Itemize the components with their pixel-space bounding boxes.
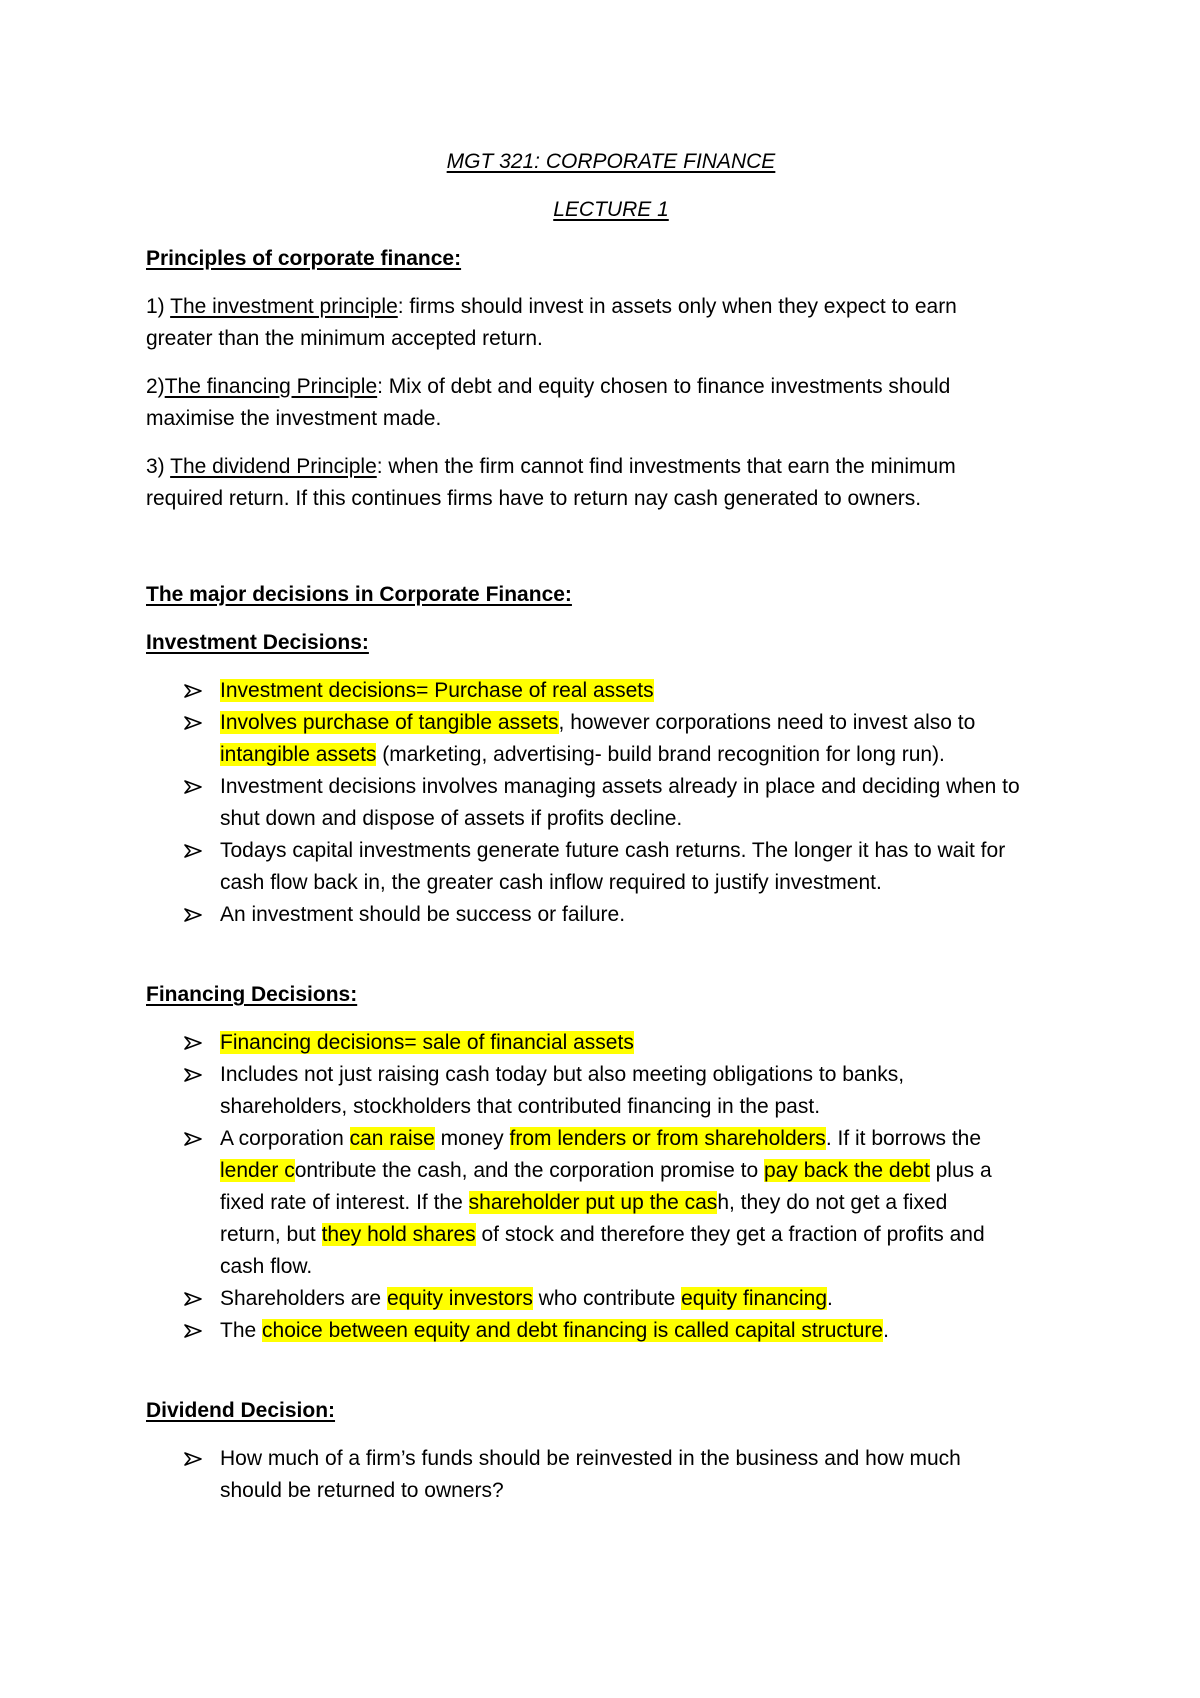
principle-1: 1) The investment principle: firms should invest in assets only when they expect to earn (146, 295, 957, 318)
investment-bullet-4: Todays capital investments generate future cash returns. The longer it has to wait for (220, 839, 1006, 862)
arrow-bullet-icon (184, 1315, 204, 1347)
financing-bullet-3-cont-2: fixed rate of interest. If the shareholder put up the cash, they do not get a fixed (220, 1191, 948, 1214)
investment-bullet-1: Investment decisions= Purchase of real assets (220, 679, 654, 702)
principle-2-term: The financing Principle (164, 375, 378, 398)
financing-bullet-5: The choice between equity and debt financing is called capital structure. (220, 1319, 889, 1342)
investment-bullet-3-cont: shut down and dispose of assets if profits decline. (220, 807, 683, 830)
document-subtitle: LECTURE 1 (553, 198, 669, 221)
principles-heading: Principles of corporate finance: (146, 247, 462, 270)
arrow-bullet-icon (184, 1283, 204, 1315)
arrow-bullet-icon (184, 1059, 204, 1091)
arrow-bullet-icon (184, 1027, 204, 1059)
arrow-bullet-icon (184, 675, 204, 707)
financing-decisions-heading: Financing Decisions: (146, 983, 358, 1006)
document-title: MGT 321: CORPORATE FINANCE (446, 150, 776, 173)
principle-3-cont: required return. If this continues firms have to return nay cash generated to owners. (146, 487, 922, 510)
major-decisions-heading: The major decisions in Corporate Finance: (146, 583, 572, 606)
dividend-bullet-1-cont: should be returned to owners? (220, 1479, 504, 1502)
arrow-bullet-icon (184, 1443, 204, 1475)
arrow-bullet-icon (184, 899, 204, 931)
arrow-bullet-icon (184, 835, 204, 867)
arrow-bullet-icon (184, 707, 204, 739)
investment-bullet-3: Investment decisions involves managing assets already in place and deciding when to (220, 775, 1020, 798)
investment-bullet-2: Involves purchase of tangible assets, however corporations need to invest also to (220, 711, 976, 734)
financing-bullet-3-cont-4: cash flow. (220, 1255, 313, 1278)
principle-3: 3) The dividend Principle: when the firm cannot find investments that earn the minimum (146, 455, 956, 478)
principle-1-term: The investment principle (170, 295, 398, 318)
principle-1-cont: greater than the minimum accepted return. (146, 327, 543, 350)
financing-bullet-3-cont-1: lender contribute the cash, and the corporation promise to pay back the debt plus a (220, 1159, 992, 1182)
arrow-bullet-icon (184, 771, 204, 803)
principle-3-term: The dividend Principle (170, 455, 377, 478)
investment-bullet-4-cont: cash flow back in, the greater cash inflow required to justify investment. (220, 871, 882, 894)
investment-decisions-heading: Investment Decisions: (146, 631, 369, 654)
investment-bullet-2-cont: intangible assets (marketing, advertising- build brand recognition for long run). (220, 743, 945, 766)
financing-bullet-3-cont-3: return, but they hold shares of stock and therefore they get a fraction of profits and (220, 1223, 985, 1246)
arrow-bullet-icon (184, 1123, 204, 1155)
financing-bullet-2: Includes not just raising cash today but also meeting obligations to banks, (220, 1063, 905, 1086)
financing-bullet-1: Financing decisions= sale of financial assets (220, 1031, 634, 1054)
dividend-decision-heading: Dividend Decision: (146, 1399, 336, 1422)
dividend-bullet-1: How much of a firm’s funds should be reinvested in the business and how much (220, 1447, 961, 1470)
principle-2-cont: maximise the investment made. (146, 407, 442, 430)
principle-2: 2)The financing Principle: Mix of debt and equity chosen to finance investments should (146, 375, 951, 398)
financing-bullet-2-cont: shareholders, stockholders that contributed financing in the past. (220, 1095, 821, 1118)
investment-bullet-5: An investment should be success or failure. (220, 903, 626, 926)
financing-bullet-3: A corporation can raise money from lenders or from shareholders. If it borrows the (220, 1127, 982, 1150)
financing-bullet-4: Shareholders are equity investors who contribute equity financing. (220, 1287, 833, 1310)
